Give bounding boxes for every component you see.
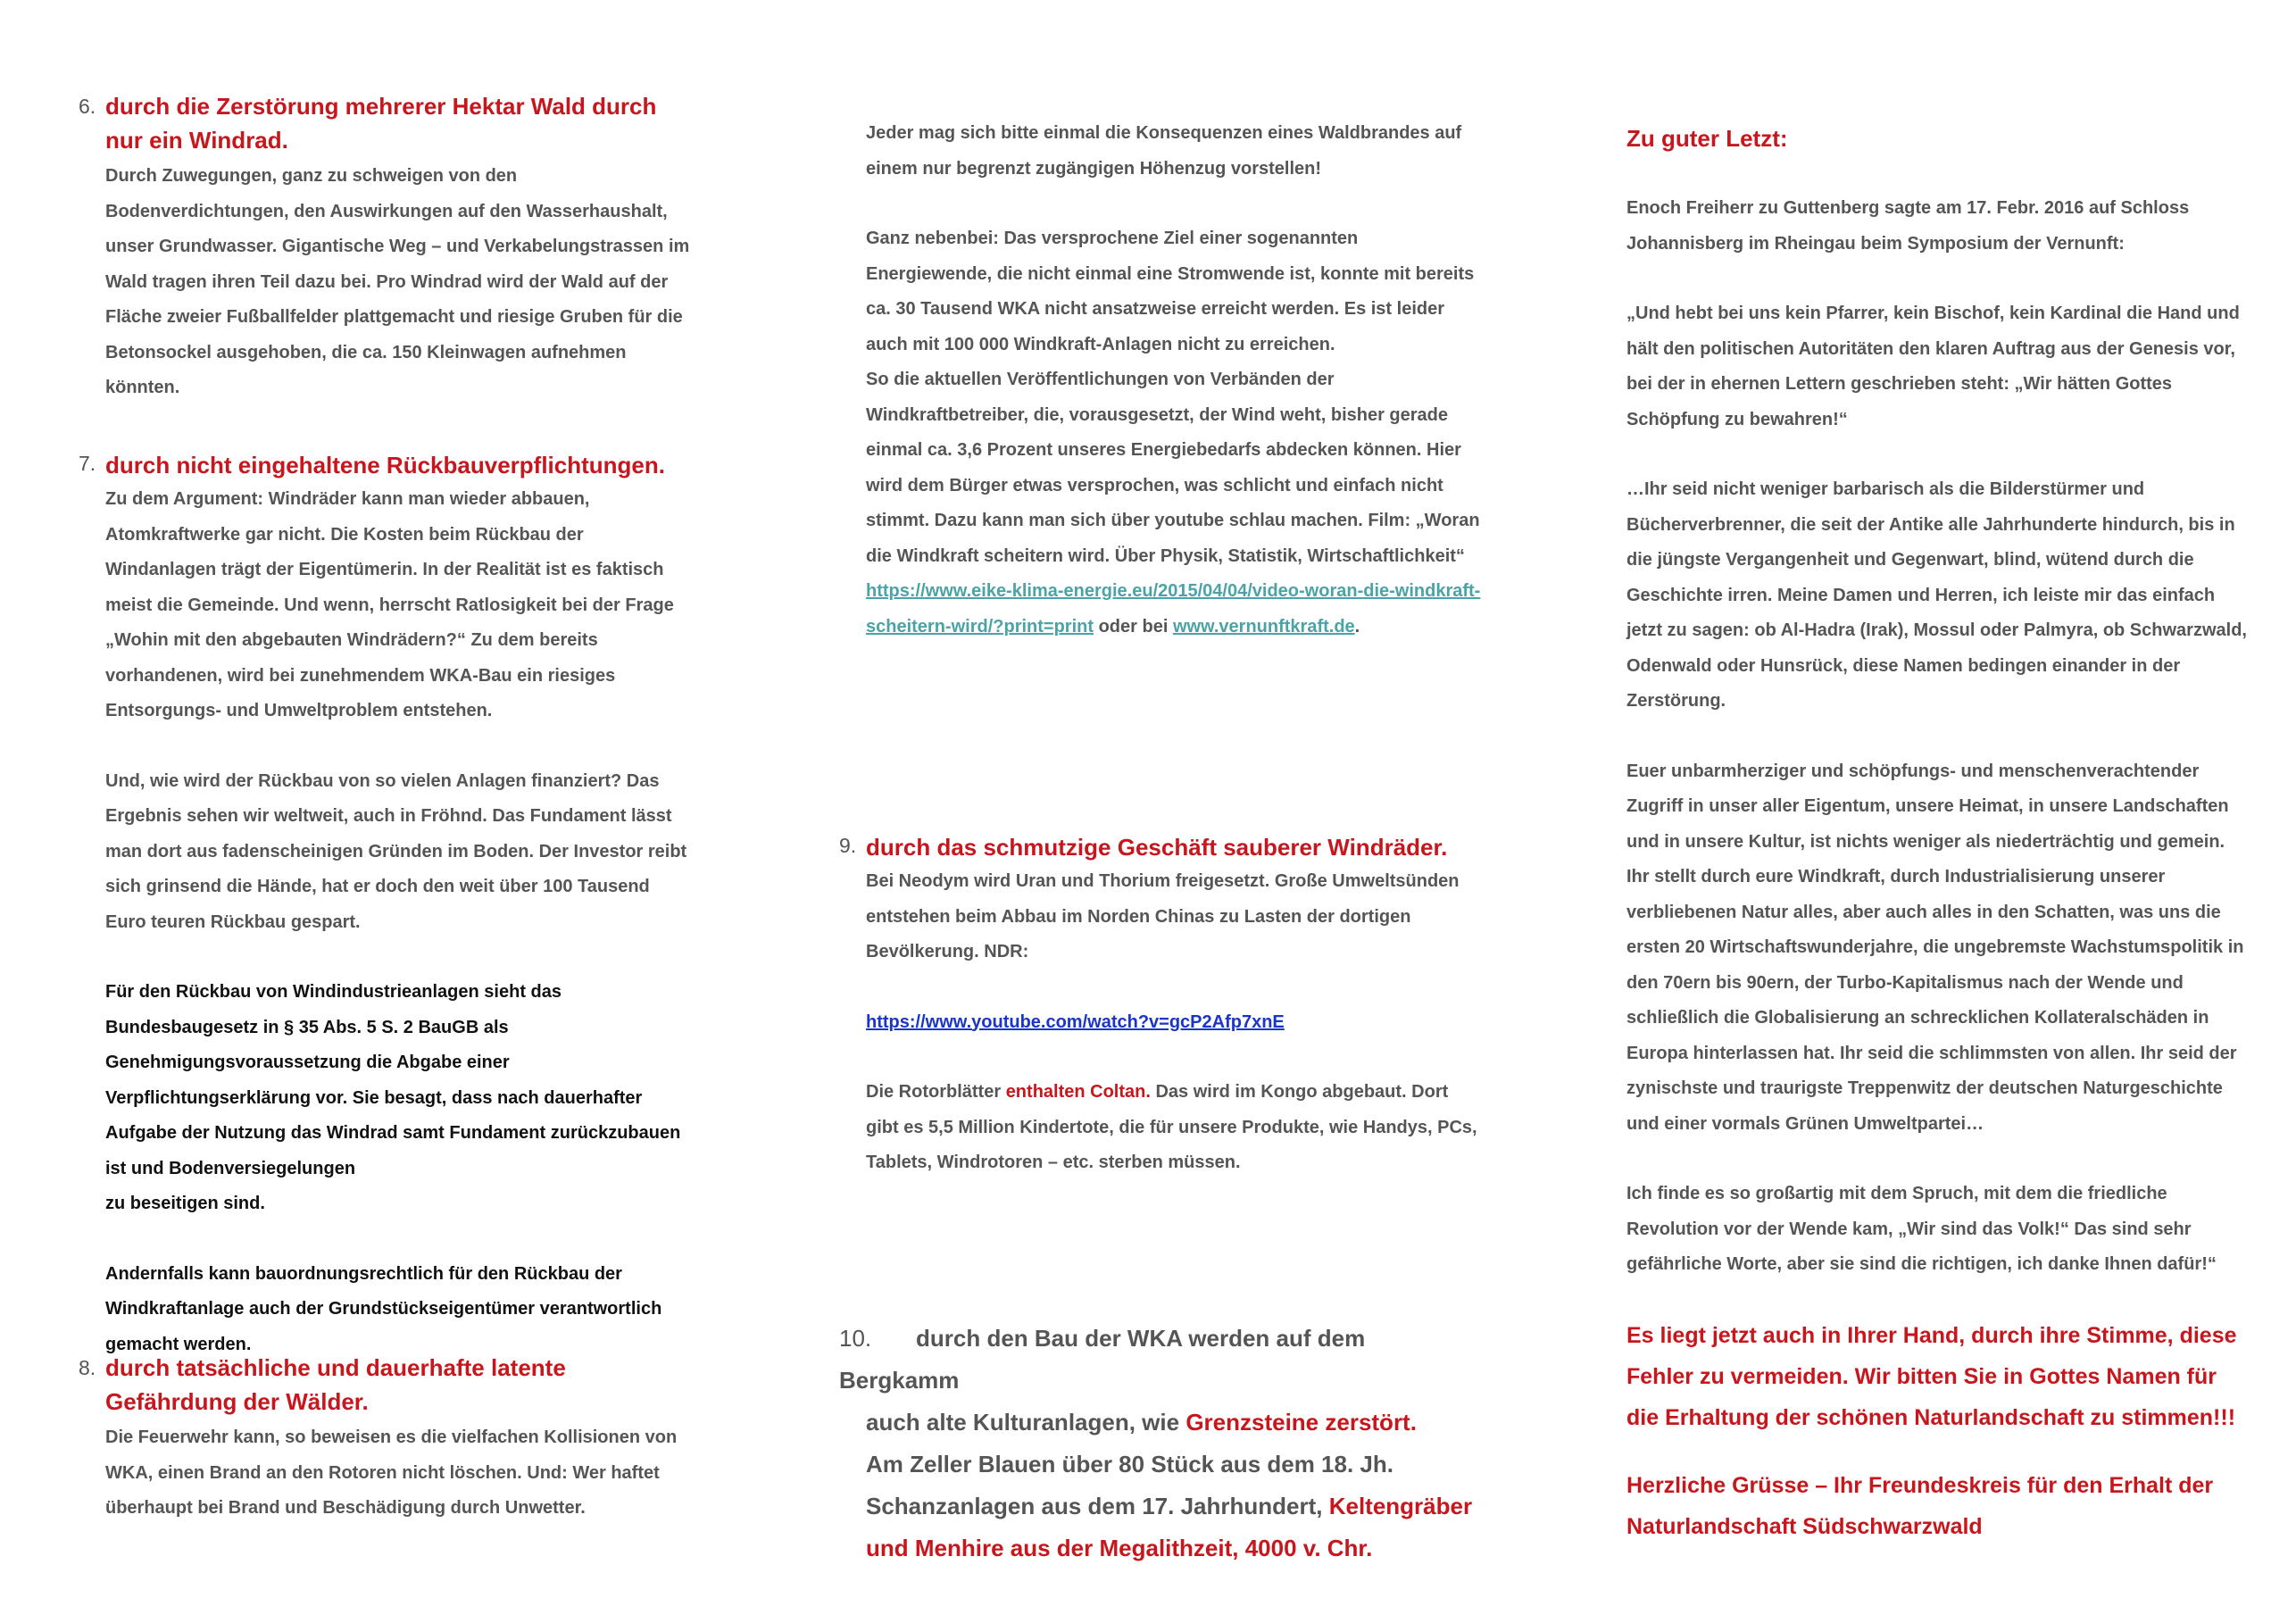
section-heading: durch nicht eingehaltene Rückbauverpflichtungen. bbox=[105, 452, 665, 479]
keltengraeber-highlight: Keltengräber und Menhire aus der Megalithzeit, 4000 v. Chr. bbox=[866, 1493, 1473, 1561]
paragraph: Euer unbarmherziger und schöpfungs- und menschenverachtender Zugriff in unser aller Eigentum, unsere Heimat, in unsere Landschaften und in unsere Kultur, ist nichts weniger als niederträchtig und gemein. Ihr stellt durch eure Windkraft, durch Industrialisierung unserer verbliebenen Natur alles, aber auch alles in den Schatten, was uns die ersten 20 Wirtschaftswunderjahre, die ungebremste Wachstumspolitik in den 70ern bis 90ern, der Turbo-Kapitalismus nach der Wende und schließlich die Globalisierung an schrecklichen Kollateralschäden in Europa hinterlassen hat. Ihr seid die schlimmsten von allen. Ihr seid der zynischste und traurigste Treppenwitz der deutschen Naturgeschichte und einer vormals Grünen Umweltpartei… bbox=[1626, 761, 2244, 1134]
links-line bbox=[866, 574, 1482, 645]
paragraph: Ganz nebenbei: Das versprochene Ziel einer sogenannten Energiewende, die nicht einmal eine Stromwende ist, konnte mit bereits ca. 30 Tausend WKA nicht ansatzweise erreicht werden. Es ist leider auch mit 100 000 Windkraft-Anlagen nicht zu erreichen. bbox=[866, 229, 1475, 354]
section-10-body bbox=[866, 1402, 1482, 1569]
section-number: 10. bbox=[839, 1325, 872, 1352]
section-number: 6. bbox=[79, 95, 96, 118]
signature-text: Herzliche Grüsse – Ihr Freundeskreis für den Erhalt der Naturlandschaft Südschwarzwald bbox=[1626, 1472, 2214, 1539]
section-number: 7. bbox=[79, 452, 96, 475]
grenzsteine-highlight: Grenzsteine zerstört. bbox=[1185, 1409, 1417, 1436]
link-end: . bbox=[1354, 616, 1360, 637]
intro-block bbox=[866, 116, 1482, 645]
section-heading: durch tatsächliche und dauerhafte latente Gefährdung der Wälder. bbox=[105, 1354, 566, 1415]
section-body: Bei Neodym wird Uran und Thorium freigesetzt. Große Umweltsünden entstehen beim Abbau im Norden Chinas zu Lasten der dortigen Bevölkerung. NDR: bbox=[866, 871, 1460, 961]
link-separator: oder bei bbox=[1094, 616, 1173, 637]
section-body: Die Feuerwehr kann, so beweisen es die vielfachen Kollisionen von WKA, einen Brand an den Rotoren nicht löschen. Und: Wer haftet überhaupt bei Brand und Beschädigung durch Unwetter. bbox=[105, 1427, 678, 1518]
eike-link[interactable]: https://www.eike-klima-energie.eu/2015/04/04/video-woran-die-windkraft-scheitern-wird/?print=print bbox=[866, 581, 1481, 637]
paragraph: Enoch Freiherr zu Guttenberg sagte am 17. Febr. 2016 auf Schloss Johannisberg im Rheingau beim Symposium der Vernunft: bbox=[1626, 198, 2190, 254]
section-heading: durch die Zerstörung mehrerer Hektar Wald durch nur ein Windrad. bbox=[105, 93, 657, 154]
coltan-paragraph bbox=[866, 1075, 1482, 1181]
paragraph: So die aktuellen Veröffentlichungen von Verbänden der Windkraftbetreiber, die, vorausgesetzt, der Wind weht, bisher gerade einmal ca. 3,6 Prozent unseres Energiebedarfs abdecken können. Hier wird dem Bürger etwas versprochen, was schlicht und einfach nicht stimmt. Dazu kann man sich über youtube schlau machen. Film: „Woran die Windkraft scheitern wird. Über Physik, Statistik, Wirtschaftlichkeit“ bbox=[866, 370, 1480, 566]
zeller-text: Am Zeller Blauen über 80 Stück aus dem 18. Jh. Schanzanlagen aus dem 17. Jahrhundert, bbox=[866, 1451, 1393, 1519]
section-paragraph: zu beseitigen sind. bbox=[105, 1194, 265, 1213]
youtube-link[interactable]: https://www.youtube.com/watch?v=gcP2Afp7xnE bbox=[866, 1011, 1285, 1032]
column-middle bbox=[839, 0, 1482, 1623]
coltan-text-b: Das wird im Kongo abgebaut. Dort gibt es 5,5 Million Kindertote, die für unsere Produkte, wie Handys, PCs, Tablets, Windrotoren – etc. sterben müssen. bbox=[866, 1082, 1477, 1172]
section-7 bbox=[79, 448, 695, 1362]
paragraph: Jeder mag sich bitte einmal die Konsequenzen eines Waldbrandes auf einem nur begrenzt zugängigen Höhenzug vorstellen! bbox=[866, 123, 1462, 179]
section-number: 9. bbox=[839, 834, 857, 857]
vernunftkraft-link[interactable]: www.vernunftkraft.de bbox=[1172, 616, 1355, 637]
section-10-line1 bbox=[839, 1318, 1482, 1402]
coltan-highlight: enthalten Coltan. bbox=[1005, 1082, 1151, 1102]
section-paragraph: Zu dem Argument: Windräder kann man wieder abbauen, Atomkraftwerke gar nicht. Die Kosten beim Rückbau der Windanlagen trägt der Eigentümerin. In der Realität ist es faktisch meist die Gemeinde. Und wenn, herrscht Ratlosigkeit bei der Frage „Wohin mit den abgebauten Windrädern?“ Zu dem bereits vorhandenen, wird bei zunehmendem WKA-Bau ein riesiges Entsorgungs- und Umweltproblem entstehen. bbox=[105, 489, 674, 720]
section-heading: durch das schmutzige Geschäft sauberer Windräder. bbox=[866, 834, 1448, 861]
section-paragraph: Andernfalls kann bauordnungsrechtlich für den Rückbau der Windkraftanlage auch der Grundstückseigentümer verantwortlich gemacht werden. bbox=[105, 1263, 662, 1354]
section-8 bbox=[79, 1351, 695, 1527]
section-9 bbox=[839, 830, 1482, 1181]
closing-heading: Zu guter Letzt: bbox=[1626, 125, 1788, 152]
section-6 bbox=[79, 89, 695, 406]
quote-block bbox=[1626, 191, 2251, 1547]
section-heading: durch den Bau der WKA werden auf dem Bergkamm bbox=[839, 1325, 1366, 1394]
paragraph: „Und hebt bei uns kein Pfarrer, kein Bischof, kein Kardinal die Hand und hält den politischen Autoritäten den klaren Auftrag aus der Genesis vor, bei der in ehernen Lettern geschrieben steht: „Wir hätten Gottes Schöpfung zu bewahren!“ bbox=[1626, 304, 2240, 429]
kultur-text: auch alte Kulturanlagen, wie bbox=[866, 1409, 1186, 1436]
coltan-text-a: Die Rotorblätter bbox=[866, 1082, 1006, 1102]
column-left bbox=[79, 0, 695, 1623]
section-paragraph: Für den Rückbau von Windindustrieanlagen sieht das Bundesbaugesetz in § 35 Abs. 5 S. 2 BauGB als Genehmigungsvoraussetzung die Abgabe einer Verpflichtungserklärung vor. Sie besagt, dass nach dauerhafter Aufgabe der Nutzung das Windrad samt Fundament zurückzubauen ist und Bodenversiegelungen bbox=[105, 982, 681, 1178]
paragraph: Ich finde es so großartig mit dem Spruch, mit dem die friedliche Revolution vor der Wende kam, „Wir sind das Volk!“ Das sind sehr gefährliche Worte, aber sie sind die richtigen, ich danke Ihnen dafür!“ bbox=[1626, 1184, 2217, 1274]
section-10 bbox=[839, 1318, 1482, 1569]
section-number: 8. bbox=[79, 1356, 96, 1379]
youtube-link-line bbox=[866, 1005, 1482, 1041]
section-paragraph: Und, wie wird der Rückbau von so vielen Anlagen finanziert? Das Ergebnis sehen wir weltweit, auch in Fröhnd. Das Fundament lässt man dort aus fadenscheinigen Gründen im Boden. Der Investor reibt sich grinsend die Hände, hat er doch den weit über 100 Tausend Euro teuren Rückbau gespart. bbox=[105, 770, 687, 932]
section-body: Durch Zuwegungen, ganz zu schweigen von den Bodenverdichtungen, den Auswirkungen auf den Wasserhaushalt, unser Grundwasser. Gigantische Weg – und Verkabelungstrassen im Wald tragen ihren Teil dazu bei. Pro Windrad wird der Wald auf der Fläche zweier Fußballfelder plattgemacht und riesige Gruben für die Betonsockel ausgehoben, die ca. 150 Kleinwagen aufnehmen könnten. bbox=[105, 166, 690, 397]
appeal-text: Es liegt jetzt auch in Ihrer Hand, durch ihre Stimme, diese Fehler zu vermeiden. Wir bitten Sie in Gottes Namen für die Erhaltung der schönen Naturlandschaft zu stimmen!!! bbox=[1626, 1322, 2237, 1430]
paragraph: …Ihr seid nicht weniger barbarisch als die Bilderstürmer und Bücherverbrenner, die seit der Antike alle Jahrhunderte hindurch, bis in die jüngste Vergangenheit und Gegenwart, blind, wütend durch die Geschichte irren. Meine Damen und Herren, ich leiste mir das einfach jetzt zu sagen: ob Al-Hadra (Irak), Mossul oder Palmyra, ob Schwarzwald, Odenwald oder Hunsrück, diese Namen bedingen einander in der Zerstörung. bbox=[1626, 479, 2247, 711]
column-right bbox=[1626, 0, 2251, 1623]
